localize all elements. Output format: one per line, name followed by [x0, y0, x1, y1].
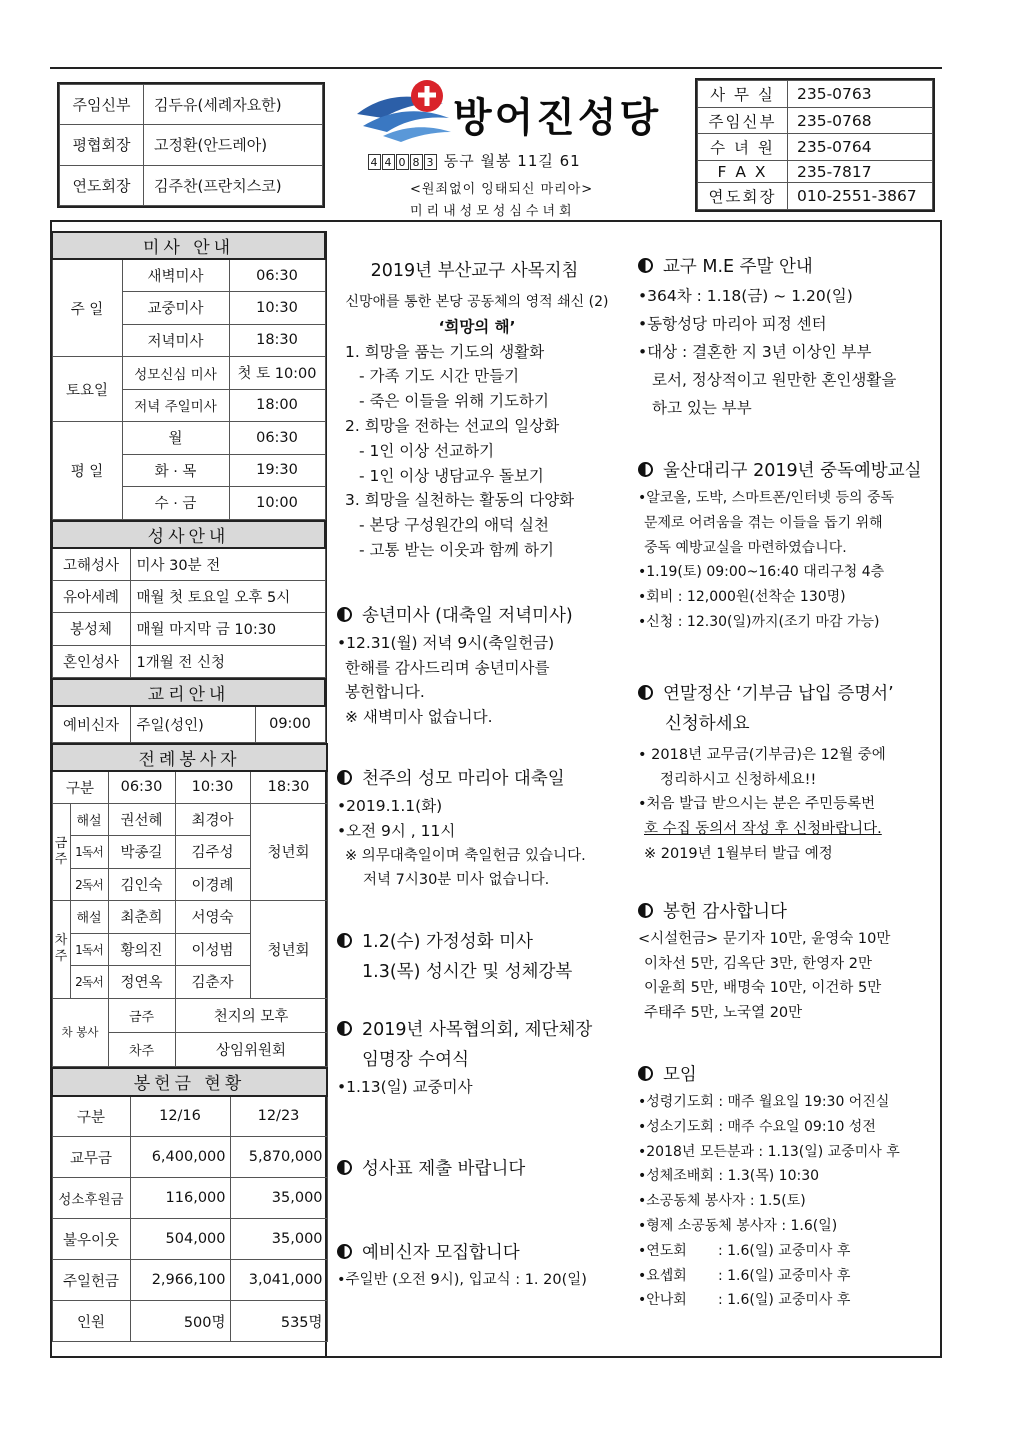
- phone-label: 연도회장: [698, 183, 788, 210]
- plan-line: 2. 희망을 전하는 선교의 일상화: [345, 416, 560, 435]
- mass-table: [51, 231, 326, 520]
- meeting-line: •2018년 모든분과 : 1.13(일) 교중미사 후: [638, 1143, 900, 1160]
- phone-row: [698, 107, 933, 134]
- server-name: 정연옥: [108, 966, 175, 999]
- sisters-congregation: 미리내성모성심수녀회: [410, 204, 576, 219]
- notice-line: •대상 : 결혼한 지 3년 이상인 부부: [638, 343, 872, 361]
- phone-label: 수 녀 원: [698, 134, 788, 161]
- notice-line: •처음 발급 받으시는 분은 주민등록번: [638, 796, 876, 813]
- mass-time: 10:30: [229, 292, 325, 325]
- pastoral-plan-title: 2019년 부산교구 사목지침: [370, 261, 579, 281]
- offering-amount: 535명: [230, 1301, 327, 1342]
- phone-number: 235-0763: [788, 81, 933, 108]
- heading-text: 신청하세요: [665, 713, 750, 734]
- notice-line: ※ 의무대축일이며 축일헌금 있습니다.: [345, 847, 586, 864]
- offering-amount: 35,000: [230, 1178, 327, 1219]
- phone-label: F A X: [698, 161, 788, 183]
- half-circle-icon: [638, 685, 653, 700]
- mass-time: 첫 토 10:00: [229, 357, 325, 390]
- year-end-mass-heading: [337, 601, 627, 631]
- left-column: [51, 231, 326, 1342]
- car-service-label: 차 봉사: [52, 998, 108, 1066]
- server-name: 이성범: [175, 933, 250, 966]
- donation-receipt-heading: [638, 679, 938, 709]
- servers-header: 18:30: [250, 771, 327, 804]
- offering-section-title: 봉헌금 현황: [52, 1068, 327, 1096]
- saturday-label: 토요일: [52, 357, 122, 422]
- notice-line: •주일반 (오전 9시), 입교식 : 1. 20(일): [337, 1271, 587, 1288]
- this-week-label: 금주: [52, 803, 70, 901]
- car-week: 금주: [108, 998, 175, 1032]
- sacrament-name: 고해성사: [52, 548, 130, 581]
- offering-type: 성소후원금: [52, 1178, 130, 1219]
- role: 해설: [70, 803, 108, 836]
- sacrament-name: 봉성체: [52, 613, 130, 646]
- heading-text: 성사표 제출 바랍니다: [362, 1158, 526, 1179]
- offering-type: 불우이웃: [52, 1219, 130, 1260]
- notice-line: 정리하시고 신청하세요!!: [660, 771, 817, 788]
- car-week: 차주: [108, 1032, 175, 1066]
- offering-type: 인원: [52, 1301, 130, 1342]
- phone-row: [698, 161, 933, 183]
- meeting-line: •성소기도회 : 매주 수요일 09:10 성전: [638, 1118, 876, 1135]
- offering-header: 구분: [52, 1096, 130, 1137]
- meeting-line: •소공동체 봉사자 : 1.5(토): [638, 1193, 806, 1210]
- half-circle-icon: [337, 1244, 352, 1259]
- phone-number: 010-2551-3867: [788, 183, 933, 210]
- phone-number: 235-0768: [788, 107, 933, 134]
- address: [368, 150, 581, 171]
- plan-line: - 본당 구성원간의 애덕 실천: [359, 516, 550, 535]
- postcode-digit: 4: [368, 154, 381, 170]
- notice-line: •회비 : 12,000원(선착순 130명): [638, 589, 846, 606]
- mass-name: 성모신심 미사: [122, 357, 229, 390]
- half-circle-icon: [337, 770, 352, 785]
- postcode-digit: 4: [382, 154, 395, 170]
- postcode-digit: 8: [410, 154, 423, 170]
- mass-name: 저녁미사: [122, 324, 229, 357]
- meetings-heading: [638, 1060, 938, 1090]
- leader-role: 연도회장: [60, 165, 144, 205]
- notice-line: •2019.1.1(화): [337, 796, 443, 815]
- notice-line: 하고 있는 부부: [652, 399, 752, 417]
- plan-line: - 죽은 이들을 위해 기도하기: [359, 392, 550, 411]
- notice-line: 중독 예방교실을 마련하였습니다.: [644, 539, 847, 556]
- heading-text: 1.3(목) 성시간 및 성체강복: [362, 962, 573, 983]
- phone-row: [698, 81, 933, 108]
- sacrament-name: 유아세례: [52, 580, 130, 613]
- addiction-class-heading: [638, 456, 938, 486]
- phone-row: [698, 183, 933, 210]
- heading-text: 2019년 사목협의회, 제단체장: [362, 1020, 593, 1041]
- council-heading: [337, 1015, 627, 1045]
- mass-time: 06:30: [229, 259, 325, 292]
- sacrament-info: 매월 첫 토요일 오후 5시: [130, 580, 325, 613]
- mass-name: 저녁 주일미사: [122, 389, 229, 422]
- offering-amount: 3,041,000: [230, 1260, 327, 1301]
- postcode-digit: 3: [424, 154, 437, 170]
- sacrament-info: 미사 30분 전: [130, 548, 325, 581]
- half-circle-icon: [638, 1066, 653, 1081]
- server-name: 김주성: [175, 836, 250, 869]
- plan-line: 3. 희망을 실천하는 활동의 다양화: [345, 491, 575, 510]
- thanks-heading: [638, 897, 938, 927]
- offering-header: 12/16: [130, 1096, 230, 1137]
- server-group: 청년회: [250, 803, 327, 901]
- doctrine-section-title: 교리안내: [52, 679, 325, 706]
- donor-line: <시설헌금> 문기자 10만, 윤영숙 10만: [638, 930, 891, 947]
- offering-table: [51, 1067, 328, 1343]
- heading-text: 연말정산 ‘기부금 납입 증명서’: [663, 683, 894, 704]
- servers-header: 구분: [52, 771, 108, 804]
- mass-time: 06:30: [229, 422, 325, 455]
- notice-line: •12.31(월) 저녁 9시(축일헌금): [337, 633, 555, 652]
- notice-line: •1.19(토) 09:00~16:40 대리구청 4층: [638, 564, 885, 581]
- heading-text: 봉헌 감사합니다: [663, 901, 787, 922]
- offering-type: 주일헌금: [52, 1260, 130, 1301]
- next-week-label: 차주: [52, 901, 70, 999]
- leader-role: 평협회장: [60, 125, 144, 165]
- servers-section-title: 전례봉사자: [52, 744, 327, 771]
- notice-line: ※ 새벽미사 없습니다.: [345, 708, 493, 727]
- mass-time: 19:30: [229, 454, 325, 487]
- plan-line: - 고통 받는 이웃과 함께 하기: [359, 540, 554, 559]
- server-name: 최경아: [175, 803, 250, 836]
- offering-amount: 504,000: [130, 1219, 230, 1260]
- plan-line: - 가족 기도 시간 만들기: [359, 367, 520, 386]
- me-weekend-heading: [638, 252, 938, 282]
- plan-line: - 1인 이상 냉담교우 돌보기: [359, 466, 544, 485]
- server-name: 권선혜: [108, 803, 175, 836]
- role: 1독서: [70, 836, 108, 869]
- right-column: [638, 252, 938, 1313]
- mass-time: 10:00: [229, 487, 325, 520]
- header-top-rule: [50, 67, 942, 69]
- meeting-line: •요셉회 : 1.6(일) 교중미사 후: [638, 1267, 851, 1284]
- leader-row: [60, 125, 323, 165]
- half-circle-icon: [337, 1160, 352, 1175]
- mass-name: 월: [122, 422, 229, 455]
- server-name: 김춘자: [175, 966, 250, 999]
- heading-text: 천주의 성모 마리아 대축일: [362, 768, 565, 789]
- leader-name: 김두유(세례자요한): [144, 85, 323, 125]
- half-circle-icon: [337, 933, 352, 948]
- phone-number: 235-7817: [788, 161, 933, 183]
- phone-table: [695, 78, 935, 212]
- phone-label: 주임신부: [698, 107, 788, 134]
- notice-line: ※ 2019년 1월부터 발급 예정: [644, 845, 833, 862]
- church-name: 방어진성당: [453, 95, 662, 141]
- notice-line: • 2018년 교무금(기부금)은 12월 중에: [638, 746, 886, 763]
- heading-text: 임명장 수여식: [362, 1050, 469, 1071]
- notice-line: 봉헌합니다.: [345, 683, 425, 702]
- pastoral-plan-subtitle: 신망애를 통한 본당 공동체의 영적 쇄신 (2): [345, 294, 609, 310]
- offering-amount: 6,400,000: [130, 1137, 230, 1178]
- servers-header: 10:30: [175, 771, 250, 804]
- offering-amount: 2,966,100: [130, 1260, 230, 1301]
- meeting-line: •성체조배회 : 1.3(목) 10:30: [638, 1168, 820, 1185]
- mass-name: 수 · 금: [122, 487, 229, 520]
- notice-line: •1.13(일) 교중미사: [337, 1078, 473, 1097]
- donor-line: 이윤희 5만, 배명숙 10만, 이건하 5만: [644, 980, 882, 997]
- mass-name: 교중미사: [122, 292, 229, 325]
- phone-row: [698, 134, 933, 161]
- notice-line: •오전 9시 , 11시: [337, 821, 456, 840]
- notice-line: •동항성당 마리아 피정 센터: [638, 315, 827, 333]
- doctrine-time: 09:00: [255, 706, 325, 742]
- plan-line: 1. 희망을 품는 기도의 생활화: [345, 342, 545, 361]
- meeting-line: •안나회 : 1.6(일) 교중미사 후: [638, 1292, 851, 1309]
- heading-text: 울산대리구 2019년 중독예방교실: [663, 461, 922, 481]
- server-name: 박종길: [108, 836, 175, 869]
- meeting-line: •형제 소공동체 봉사자 : 1.6(일): [638, 1217, 838, 1234]
- offering-header: 12/23: [230, 1096, 327, 1137]
- notice-line: 저녁 7시30분 미사 없습니다.: [363, 872, 550, 889]
- server-name: 서영숙: [175, 901, 250, 934]
- middle-column: [337, 256, 627, 1293]
- leader-name: 김주찬(프란치스코): [144, 165, 323, 205]
- doctrine-name: 예비신자: [52, 706, 130, 742]
- meeting-line: •연도회 : 1.6(일) 교중미사 후: [638, 1242, 851, 1259]
- half-circle-icon: [337, 607, 352, 622]
- car-group: 천지의 모후: [175, 998, 327, 1032]
- role: 2독서: [70, 966, 108, 999]
- sacrament-info: 매월 마지막 금 10:30: [130, 613, 325, 646]
- heading-text: 모임: [663, 1064, 697, 1085]
- doctrine-table: [51, 678, 326, 743]
- notice-line: 문제로 어려움을 겪는 이들을 돕기 위해: [644, 514, 883, 531]
- car-group: 상임위원회: [175, 1032, 327, 1066]
- phone-label: 사 무 실: [698, 81, 788, 108]
- parish-patron: <원죄없이 잉태되신 마리아>: [410, 182, 594, 197]
- notice-line: •알코올, 도박, 스마트폰/인터넷 등의 중독: [638, 490, 895, 506]
- notice-line: 로서, 정상적이고 원만한 혼인생활을: [652, 371, 897, 389]
- notice-line: 호 수집 동의서 작성 후 신청바랍니다.: [644, 821, 882, 838]
- mass-time: 18:00: [229, 389, 325, 422]
- mass-name: 화 · 목: [122, 454, 229, 487]
- offering-amount: 35,000: [230, 1219, 327, 1260]
- offering-type: 교무금: [52, 1137, 130, 1178]
- offering-amount: 116,000: [130, 1178, 230, 1219]
- server-group: 청년회: [250, 901, 327, 999]
- donor-line: 주태주 5만, 노국열 20만: [644, 1005, 803, 1022]
- sacrament-info: 1개월 전 신청: [130, 645, 325, 678]
- donor-line: 이차선 5만, 김옥단 3만, 한영자 2만: [644, 955, 873, 972]
- offering-amount: 500명: [130, 1301, 230, 1342]
- doctrine-class: 주일(성인): [130, 706, 255, 742]
- notice-line: •신청 : 12.30(일)까지(조기 마감 가능): [638, 613, 880, 630]
- half-circle-icon: [638, 258, 653, 273]
- sunday-label: 주 일: [52, 259, 122, 357]
- leaders-table: [57, 82, 325, 208]
- sacrament-card-heading: [337, 1154, 627, 1184]
- server-name: 최춘희: [108, 901, 175, 934]
- leader-row: [60, 165, 323, 205]
- heading-text: 예비신자 모집합니다: [362, 1242, 520, 1263]
- sacrament-section-title: 성사안내: [52, 521, 325, 548]
- meeting-line: •성령기도회 : 매주 월요일 19:30 어진실: [638, 1093, 890, 1110]
- half-circle-icon: [638, 462, 653, 477]
- heading-text: 1.2(수) 가정성화 미사: [362, 932, 533, 953]
- role: 해설: [70, 901, 108, 934]
- leader-row: [60, 85, 323, 125]
- mary-feast-heading: [337, 764, 627, 794]
- sacrament-table: [51, 520, 326, 679]
- address-text: 동구 월봉 11길 61: [443, 152, 581, 170]
- pastoral-plan-year: ‘희망의 해’: [438, 317, 516, 336]
- leader-name: 고정환(안드레아): [144, 125, 323, 165]
- sacrament-name: 혼인성사: [52, 645, 130, 678]
- plan-line: - 1인 이상 선교하기: [359, 441, 495, 460]
- role: 2독서: [70, 868, 108, 901]
- catechumen-heading: [337, 1238, 627, 1268]
- phone-number: 235-0764: [788, 134, 933, 161]
- server-name: 이경례: [175, 868, 250, 901]
- mass-section-title: 미사 안내: [52, 232, 325, 259]
- server-name: 김인숙: [108, 868, 175, 901]
- postcode-digit: 0: [396, 154, 409, 170]
- role: 1독서: [70, 933, 108, 966]
- weekday-label: 평 일: [52, 422, 122, 520]
- family-mass-heading: [337, 927, 627, 957]
- notice-line: 한해를 감사드리며 송년미사를: [345, 658, 550, 677]
- notice-line: •364차 : 1.18(금) ~ 1.20(일): [638, 287, 853, 305]
- server-name: 황의진: [108, 933, 175, 966]
- heading-text: 교구 M.E 주말 안내: [663, 257, 813, 277]
- half-circle-icon: [638, 903, 653, 918]
- mass-name: 새벽미사: [122, 259, 229, 292]
- servers-table: [51, 743, 328, 1067]
- servers-header: 06:30: [108, 771, 175, 804]
- mass-time: 18:30: [229, 324, 325, 357]
- heading-text: 송년미사 (대축일 저녁미사): [362, 605, 573, 626]
- leader-role: 주임신부: [60, 85, 144, 125]
- offering-amount: 5,870,000: [230, 1137, 327, 1178]
- half-circle-icon: [337, 1021, 352, 1036]
